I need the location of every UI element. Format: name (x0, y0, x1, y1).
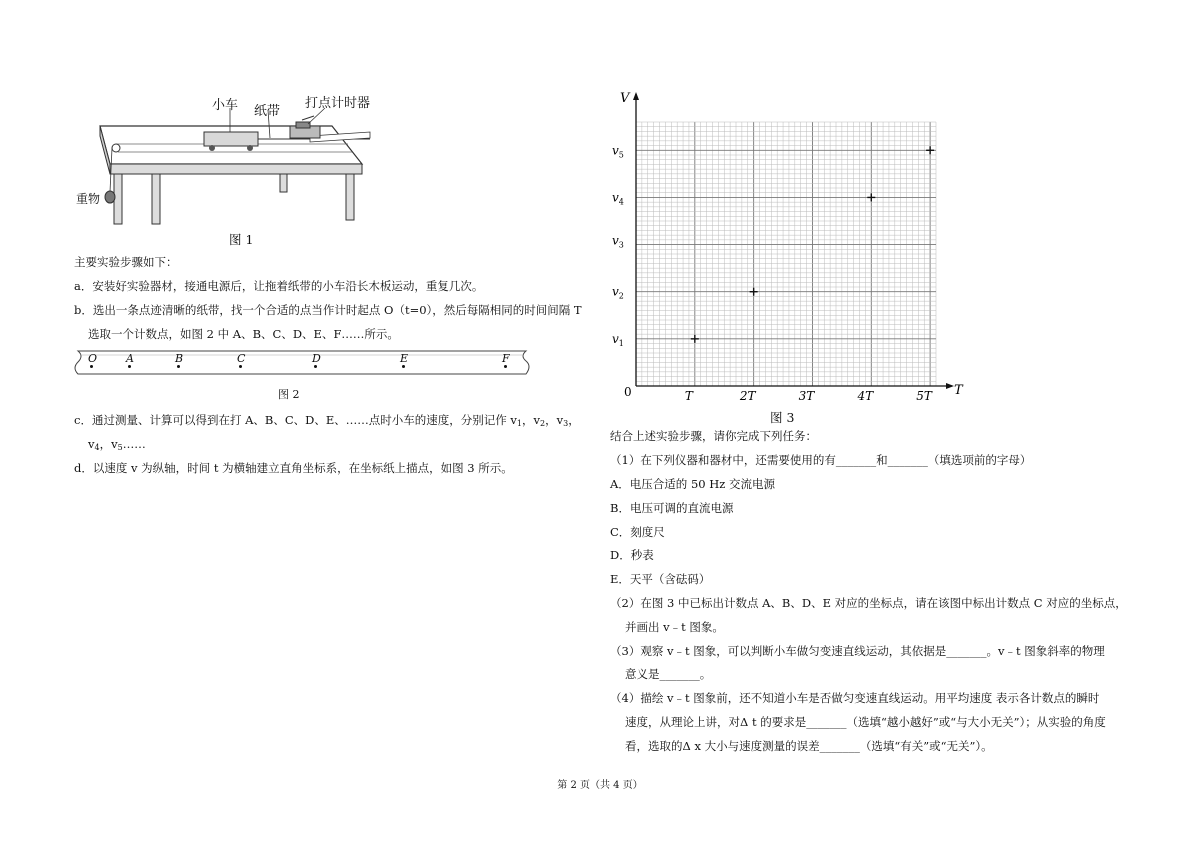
y-tick-label: $v_2$ (612, 284, 624, 301)
x-tick-label: 4T (857, 389, 874, 403)
option-b: B．电压可调的直流电源 (610, 501, 734, 515)
label-tape: 纸带 (254, 104, 281, 119)
step-c-end: …… (122, 437, 146, 451)
question-4-line1: （4）描绘 v﹣t 图象前，还不知道小车是否做匀变速直线运动。用平均速度 表示各计数点的瞬时 (610, 691, 1100, 705)
y-tick-label: $v_3$ (612, 233, 624, 250)
option-a: A．电压合适的 50 Hz 交流电源 (610, 477, 775, 491)
v4-base: v (88, 437, 95, 451)
tape-label-a: A (126, 352, 134, 365)
step-a: a．安装好实验器材，接通电源后，让拖着纸带的小车沿长木板运动，重复几次。 (74, 279, 484, 293)
tape-dot-b (177, 365, 180, 368)
tape-dot-e (402, 365, 405, 368)
tape-label-b: B (175, 352, 184, 365)
v5-base: ，v (99, 437, 118, 451)
step-c-text: c．通过测量、计算可以得到在打 A、B、C、D、E、……点时小车的速度，分别记作 v (74, 413, 517, 427)
question-3-line1: （3）观察 v﹣t 图象，可以判断小车做匀变速直线运动，其依据是_______。v﹣t 图象斜率的物理 (610, 644, 1105, 658)
sub-2: 2 (540, 419, 546, 428)
tape-dot-f (504, 365, 507, 368)
x-axis-label: T (954, 383, 963, 398)
figure3-caption: 图 3 (770, 410, 795, 425)
question-3-line2: 意义是_______。 (625, 667, 712, 681)
label-timer: 打点计时器 (305, 96, 371, 111)
question-4-line3: 看，选取的Δ x 大小与速度测量的误差_______（选填“有关”或“无关”）。 (625, 739, 993, 753)
step-c-line2 (88, 436, 146, 456)
y-axis-arrow (633, 92, 639, 100)
sub-3: 3 (563, 419, 569, 428)
x-tick-label: 3T (798, 389, 815, 403)
tape-dot-o (90, 365, 93, 368)
figure2-caption: 图 2 (278, 388, 300, 401)
page-footer: 第 2 页（共 4 页） (557, 780, 643, 791)
option-d: D．秒表 (610, 548, 654, 562)
step-c-sep1: ，v (522, 413, 541, 427)
y-axis-label: V (620, 91, 630, 106)
option-e: E．天平（含砝码） (610, 572, 711, 586)
x-axis-arrow (946, 383, 954, 389)
tape-label-c: C (237, 352, 246, 365)
x-tick-label: 2T (739, 389, 756, 403)
question-2-line1: （2）在图 3 中已标出计数点 A、B、D、E 对应的坐标点，请在该图中标出计数点 C 对应的坐标点， (610, 596, 1127, 610)
origin-label: 0 (624, 385, 632, 399)
step-b-line1: b．选出一条点迹清晰的纸带，找一个合适的点当作计时起点 O（t=0），然后每隔相同的时间间隔 T (74, 303, 582, 317)
question-1: （1）在下列仪器和器材中，还需要使用的有_______和_______（填选项前的字母） (610, 453, 1032, 467)
sub-5: 5 (117, 443, 123, 452)
tape-label-o: O (88, 352, 98, 365)
step-b-line2: 选取一个计数点，如图 2 中 A、B、C、D、E、F……所示。 (88, 327, 399, 341)
y-tick-label: $v_5$ (612, 143, 624, 160)
tape-dot-a (128, 365, 131, 368)
tape-label-d: D (312, 352, 321, 365)
figure2-points (70, 348, 532, 378)
steps-intro: 主要实验步骤如下： (74, 255, 178, 269)
label-cart: 小车 (212, 98, 239, 113)
tape-dot-d (314, 365, 317, 368)
step-c-line1: c．通过测量、计算可以得到在打 A、B、C、D、E、……点时小车的速度，分别记作 $v_1$，$v_2$，$v_3$， (74, 413, 580, 428)
step-d: d．以速度 v 为纵轴，时间 t 为横轴建立直角坐标系，在坐标纸上描点，如图 3 所示。 (74, 461, 513, 475)
figure3-chart (600, 86, 980, 406)
sub-1: 1 (516, 419, 523, 428)
x-tick-label: T (684, 389, 693, 403)
y-tick-label: $v_1$ (612, 331, 624, 348)
option-c: C．刻度尺 (610, 525, 665, 539)
label-weight: 重物 (76, 192, 101, 206)
figure1-caption: 图 1 (229, 232, 254, 247)
step-c-sep2: ，v (545, 413, 564, 427)
tape-label-f: F (502, 352, 510, 365)
question-4-line2: 速度，从理论上讲，对Δ t 的要求是_______（选填“越小越好”或“与大小无关”）；从实验的角度 (625, 715, 1106, 729)
y-tick-label: $v_4$ (612, 190, 624, 207)
questions-intro: 结合上述实验步骤，请你完成下列任务： (610, 429, 817, 443)
tape-label-e: E (400, 352, 409, 365)
tape-dot-c (239, 365, 242, 368)
sub-4: 4 (94, 443, 100, 452)
question-2-line2: 并画出 v﹣t 图象。 (625, 620, 724, 634)
x-tick-label: 5T (916, 389, 932, 403)
